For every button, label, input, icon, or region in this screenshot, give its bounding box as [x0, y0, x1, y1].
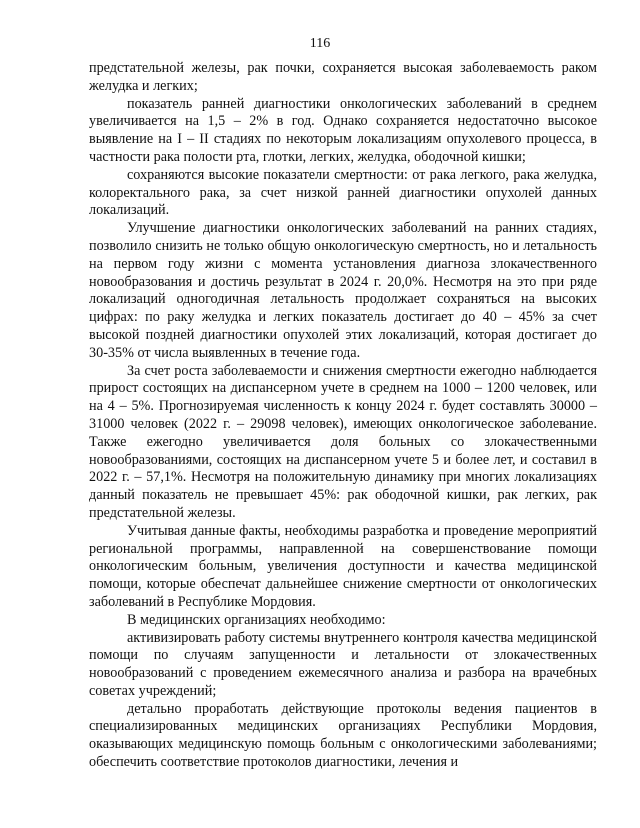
paragraph-dispensary-growth: За счет роста заболеваемости и снижения смертности ежегодно наблюдается прирост состоящих на диспансерном учете в среднем на 1000 – 1200 человек, или на 4 – 5%. Прогнозируемая численность к концу 2024 г. будет составлять 30000 – 31000 человек (2022 г. – 29098 человек), имеющих онкологическое заболевание. Также ежегодно увеличивается доля больных со злокачественными новообразованиями, состоящих на диспансерном учете 5 и более лет, и составил в 2022 г. – 57,1%. Несмотря на положительную динамику при многих локализациях данный показатель не превышает 45%: рак ободочной кишки, рак легких, рак предстательной железы. [89, 362, 597, 521]
paragraph-quality-control: активизировать работу системы внутреннего контроля качества медицинской помощи по случаям запущенности и летальности от злокачественных новообразований с проведением ежемесячного анализа и разбора на врачебных советах учреждений; [89, 629, 597, 699]
page-number: 116 [309, 36, 331, 51]
paragraph-continuation: предстательной железы, рак почки, сохраняется высокая заболеваемость раком желудка и легких; [89, 60, 597, 94]
paragraph-program-measures: Учитывая данные факты, необходимы разработка и проведение мероприятий региональной программы, направленной на совершенствование помощи онкологическим больным, увеличения доступности и качества медицинской помощи, которые обеспечат дальнейшее снижение смертности от онкологических заболеваний в Республике Мордовия. [89, 522, 597, 610]
document-body [89, 60, 597, 772]
paragraph-diagnostics-improvement: Улучшение диагностики онкологических заболеваний на ранних стадиях, позволило снизить не только общую онкологическую смертность, но и летальность на первом году жизни с момента установления диагноза злокачественного новообразования и достичь результат в 2024 г. 20,0%. Несмотря на это при ряде локализаций одногодичная летальность продолжает сохраняться на высоких цифрах: по раку желудка и легких показатель достигает до 40 – 45% за счет высокой поздней диагностики опухолей этих локализаций, которая достигает до 30-35% от числа выявленных в течение года. [89, 220, 597, 361]
paragraph-protocols: детально проработать действующие протоколы ведения пациентов в специализированных медицинских организациях Республики Мордовия, оказывающих медицинскую помощь больным с онкологическими заболеваниями; обеспечить соответствие протоколов диагностики, лечения и [89, 700, 597, 771]
paragraph-early-diagnostics: показатель ранней диагностики онкологических заболеваний в среднем увеличивается на 1,5 – 2% в год. Однако сохраняется недостаточно высокое выявление на I – II стадиях по некоторым локализациям опухолевого процесса, в частности рака полости рта, глотки, легких, желудка, ободочной кишки; [89, 95, 597, 165]
paragraph-mortality: сохраняются высокие показатели смертности: от рака легкого, рака желудка, колоректального рака, за счет низкой ранней диагностики опухолей данных локализаций. [89, 166, 597, 219]
paragraph-requirements-intro: В медицинских организациях необходимо: [127, 611, 386, 628]
